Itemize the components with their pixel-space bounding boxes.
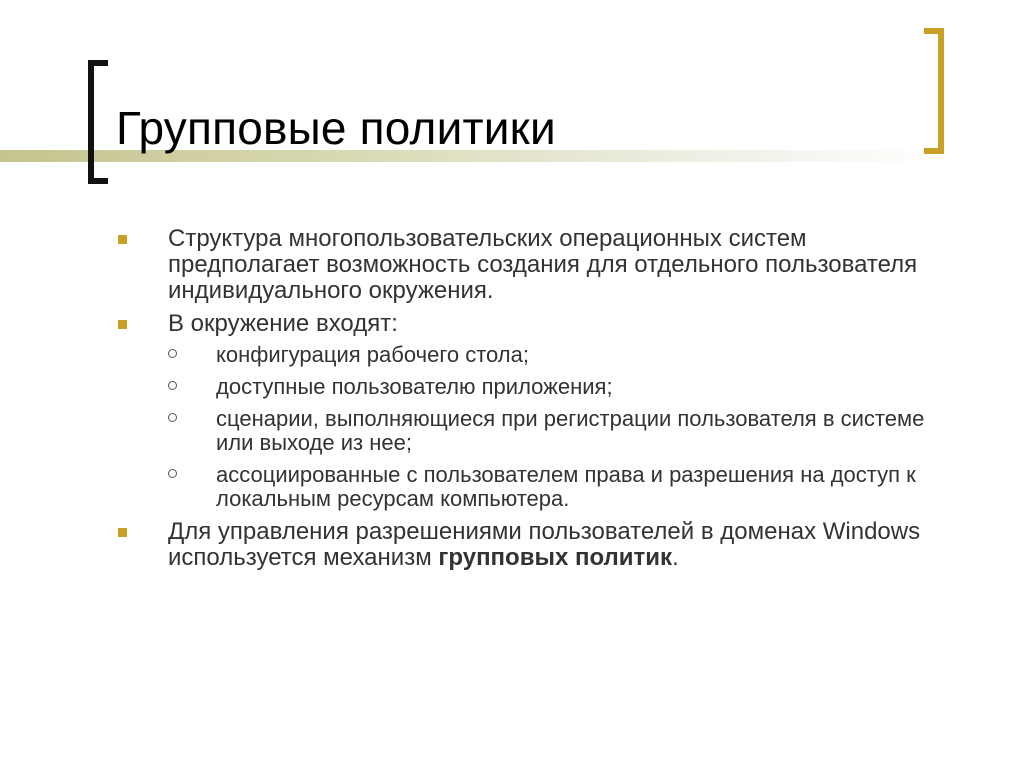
bullet-item-structure <box>118 226 958 304</box>
sub-bullet-item <box>118 407 958 455</box>
bullet-item-environment <box>118 311 958 511</box>
bullet-list <box>118 226 958 578</box>
sub-bullet-item <box>118 343 958 367</box>
sub-bullet-text: сценарии, выполняющиеся при регистрации пользователя в системе или выходе из нее; <box>216 406 925 455</box>
circle-bullet-icon <box>168 413 177 422</box>
bullet-item-group-policies <box>118 519 958 571</box>
sub-bullet-text: доступные пользователю приложения; <box>216 374 613 399</box>
right-bracket-decoration <box>924 28 944 154</box>
bullet-text <box>168 518 920 571</box>
square-bullet-icon <box>118 320 127 329</box>
slide-title: Групповые политики <box>116 102 556 154</box>
bullet-text: В окружение входят: <box>168 310 398 337</box>
bullet-text-bold: групповых политик <box>438 544 673 571</box>
bullet-text: Структура многопользовательских операционных систем предполагает возможность создания для отдельного пользователя индивидуального окружения. <box>168 225 918 304</box>
sub-bullet-text: конфигурация рабочего стола; <box>216 342 529 367</box>
sub-bullet-list <box>168 343 958 511</box>
bullet-text-suffix: . <box>672 544 679 571</box>
sub-bullet-item <box>118 375 958 399</box>
square-bullet-icon <box>118 528 127 537</box>
circle-bullet-icon <box>168 349 177 358</box>
bullet-text-prefix: Для управления разрешениями пользователей в доменах Windows используется механизм <box>168 518 921 571</box>
sub-bullet-item <box>118 463 958 511</box>
left-bracket-decoration <box>88 60 108 184</box>
circle-bullet-icon <box>168 381 177 390</box>
square-bullet-icon <box>118 235 127 244</box>
sub-bullet-text: ассоциированные с пользователем права и разрешения на доступ к локальным ресурсам компьютера. <box>216 462 916 511</box>
circle-bullet-icon <box>168 469 177 478</box>
